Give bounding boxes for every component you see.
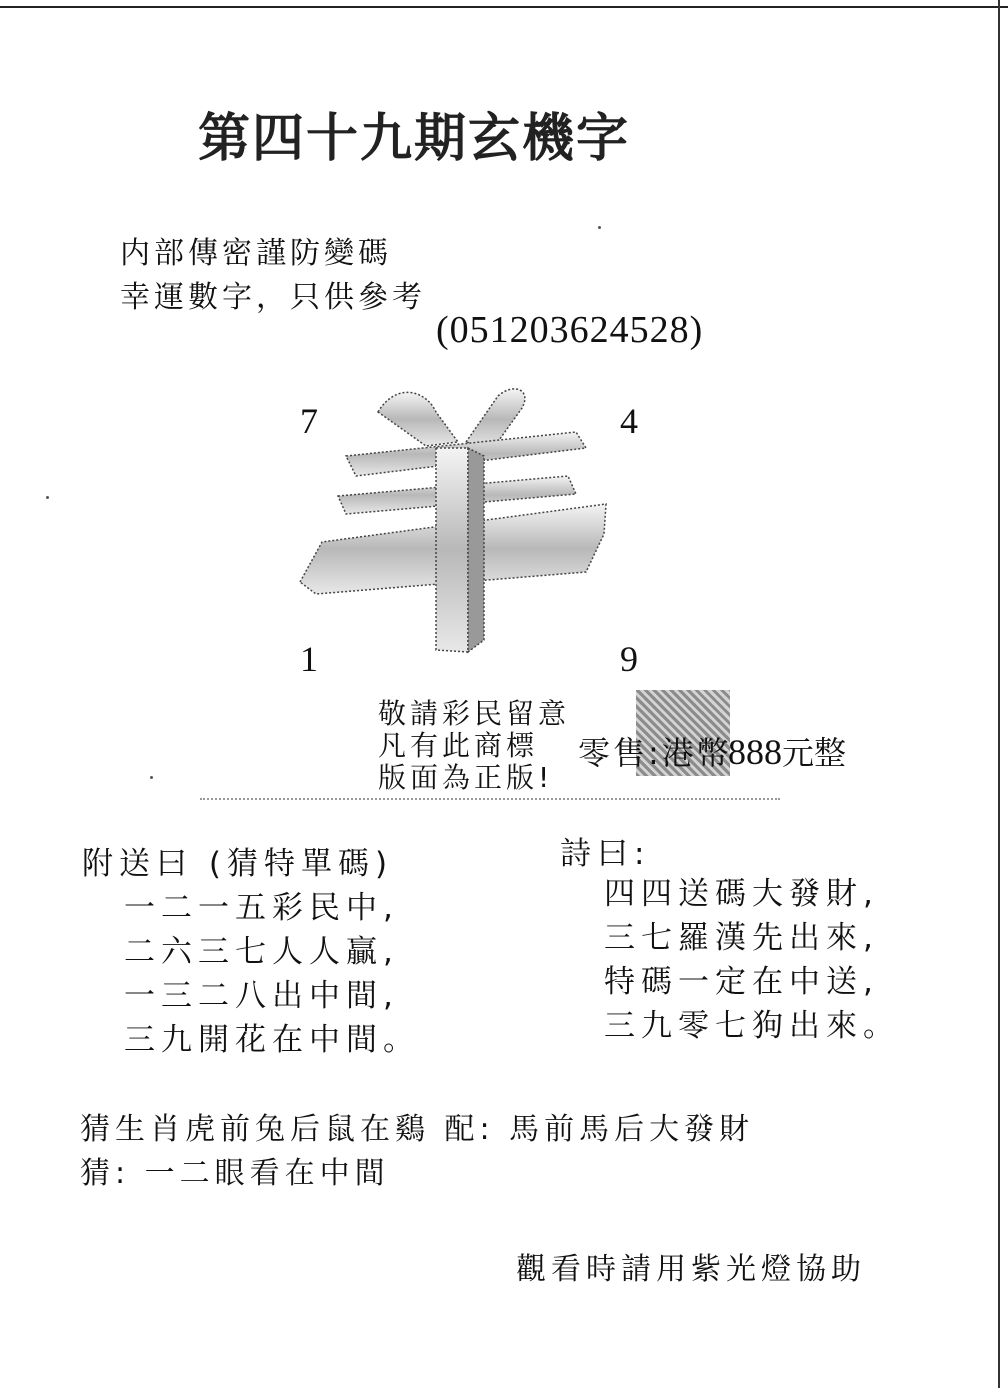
- left-poem-line-4: 三九開花在中間。: [124, 1022, 420, 1058]
- scan-speck: [598, 226, 601, 229]
- corner-number-top-right: 4: [620, 401, 638, 441]
- scan-speck: [150, 776, 153, 779]
- page-title: 第四十九期玄機字: [198, 108, 631, 169]
- lucky-code: (051203624528): [436, 309, 704, 351]
- left-poem-line-2: 二六三七人人贏,: [124, 934, 399, 970]
- notice-line-1: 敬請彩民留意: [378, 697, 571, 730]
- right-poem-line-3: 特碼一定在中送,: [604, 964, 879, 1000]
- right-poem-line-1: 四四送碼大發財,: [604, 876, 879, 912]
- left-poem-line-3: 一三二八出中間,: [124, 978, 399, 1014]
- scan-top-edge: [0, 6, 1008, 8]
- price-text: 零售:港幣: [578, 734, 732, 772]
- emblem-character-graphic: [286, 372, 616, 668]
- notice-line-2: 凡有此商標: [378, 729, 539, 762]
- price-label: [578, 728, 847, 774]
- left-poem-header: 附送曰 (猜特單碼): [82, 846, 394, 882]
- corner-number-bottom-left: 1: [300, 639, 318, 679]
- intro-line-2: 幸運數字，只供參考: [120, 280, 426, 315]
- corner-number-top-left: 7: [300, 401, 318, 441]
- scan-dotted-line: [200, 798, 780, 800]
- right-poem-header: 詩曰:: [560, 836, 651, 872]
- price-number: 888: [728, 732, 782, 772]
- emblem-character: 羊: [340, 372, 562, 624]
- price-suffix: 元整: [782, 734, 847, 772]
- right-poem-line-2: 三七羅漢先出來,: [604, 920, 879, 956]
- corner-number-bottom-right: 9: [620, 639, 638, 679]
- closing-note: 觀看時請用紫光燈協助: [516, 1252, 866, 1287]
- guess-line-1: 猜生肖虎前兔后鼠在鷄 配: 馬前馬后大發財: [80, 1112, 755, 1147]
- scan-speck: [46, 496, 49, 499]
- notice-line-3: 版面為正版!: [378, 761, 554, 794]
- guess-line-2: 猜: 一二眼看在中間: [80, 1156, 390, 1191]
- left-poem-line-1: 一二一五彩民中,: [124, 890, 399, 926]
- right-poem-line-4: 三九零七狗出來。: [604, 1008, 900, 1044]
- intro-line-1: 内部傳密謹防變碼: [120, 236, 392, 271]
- scan-right-edge: [998, 0, 1000, 1388]
